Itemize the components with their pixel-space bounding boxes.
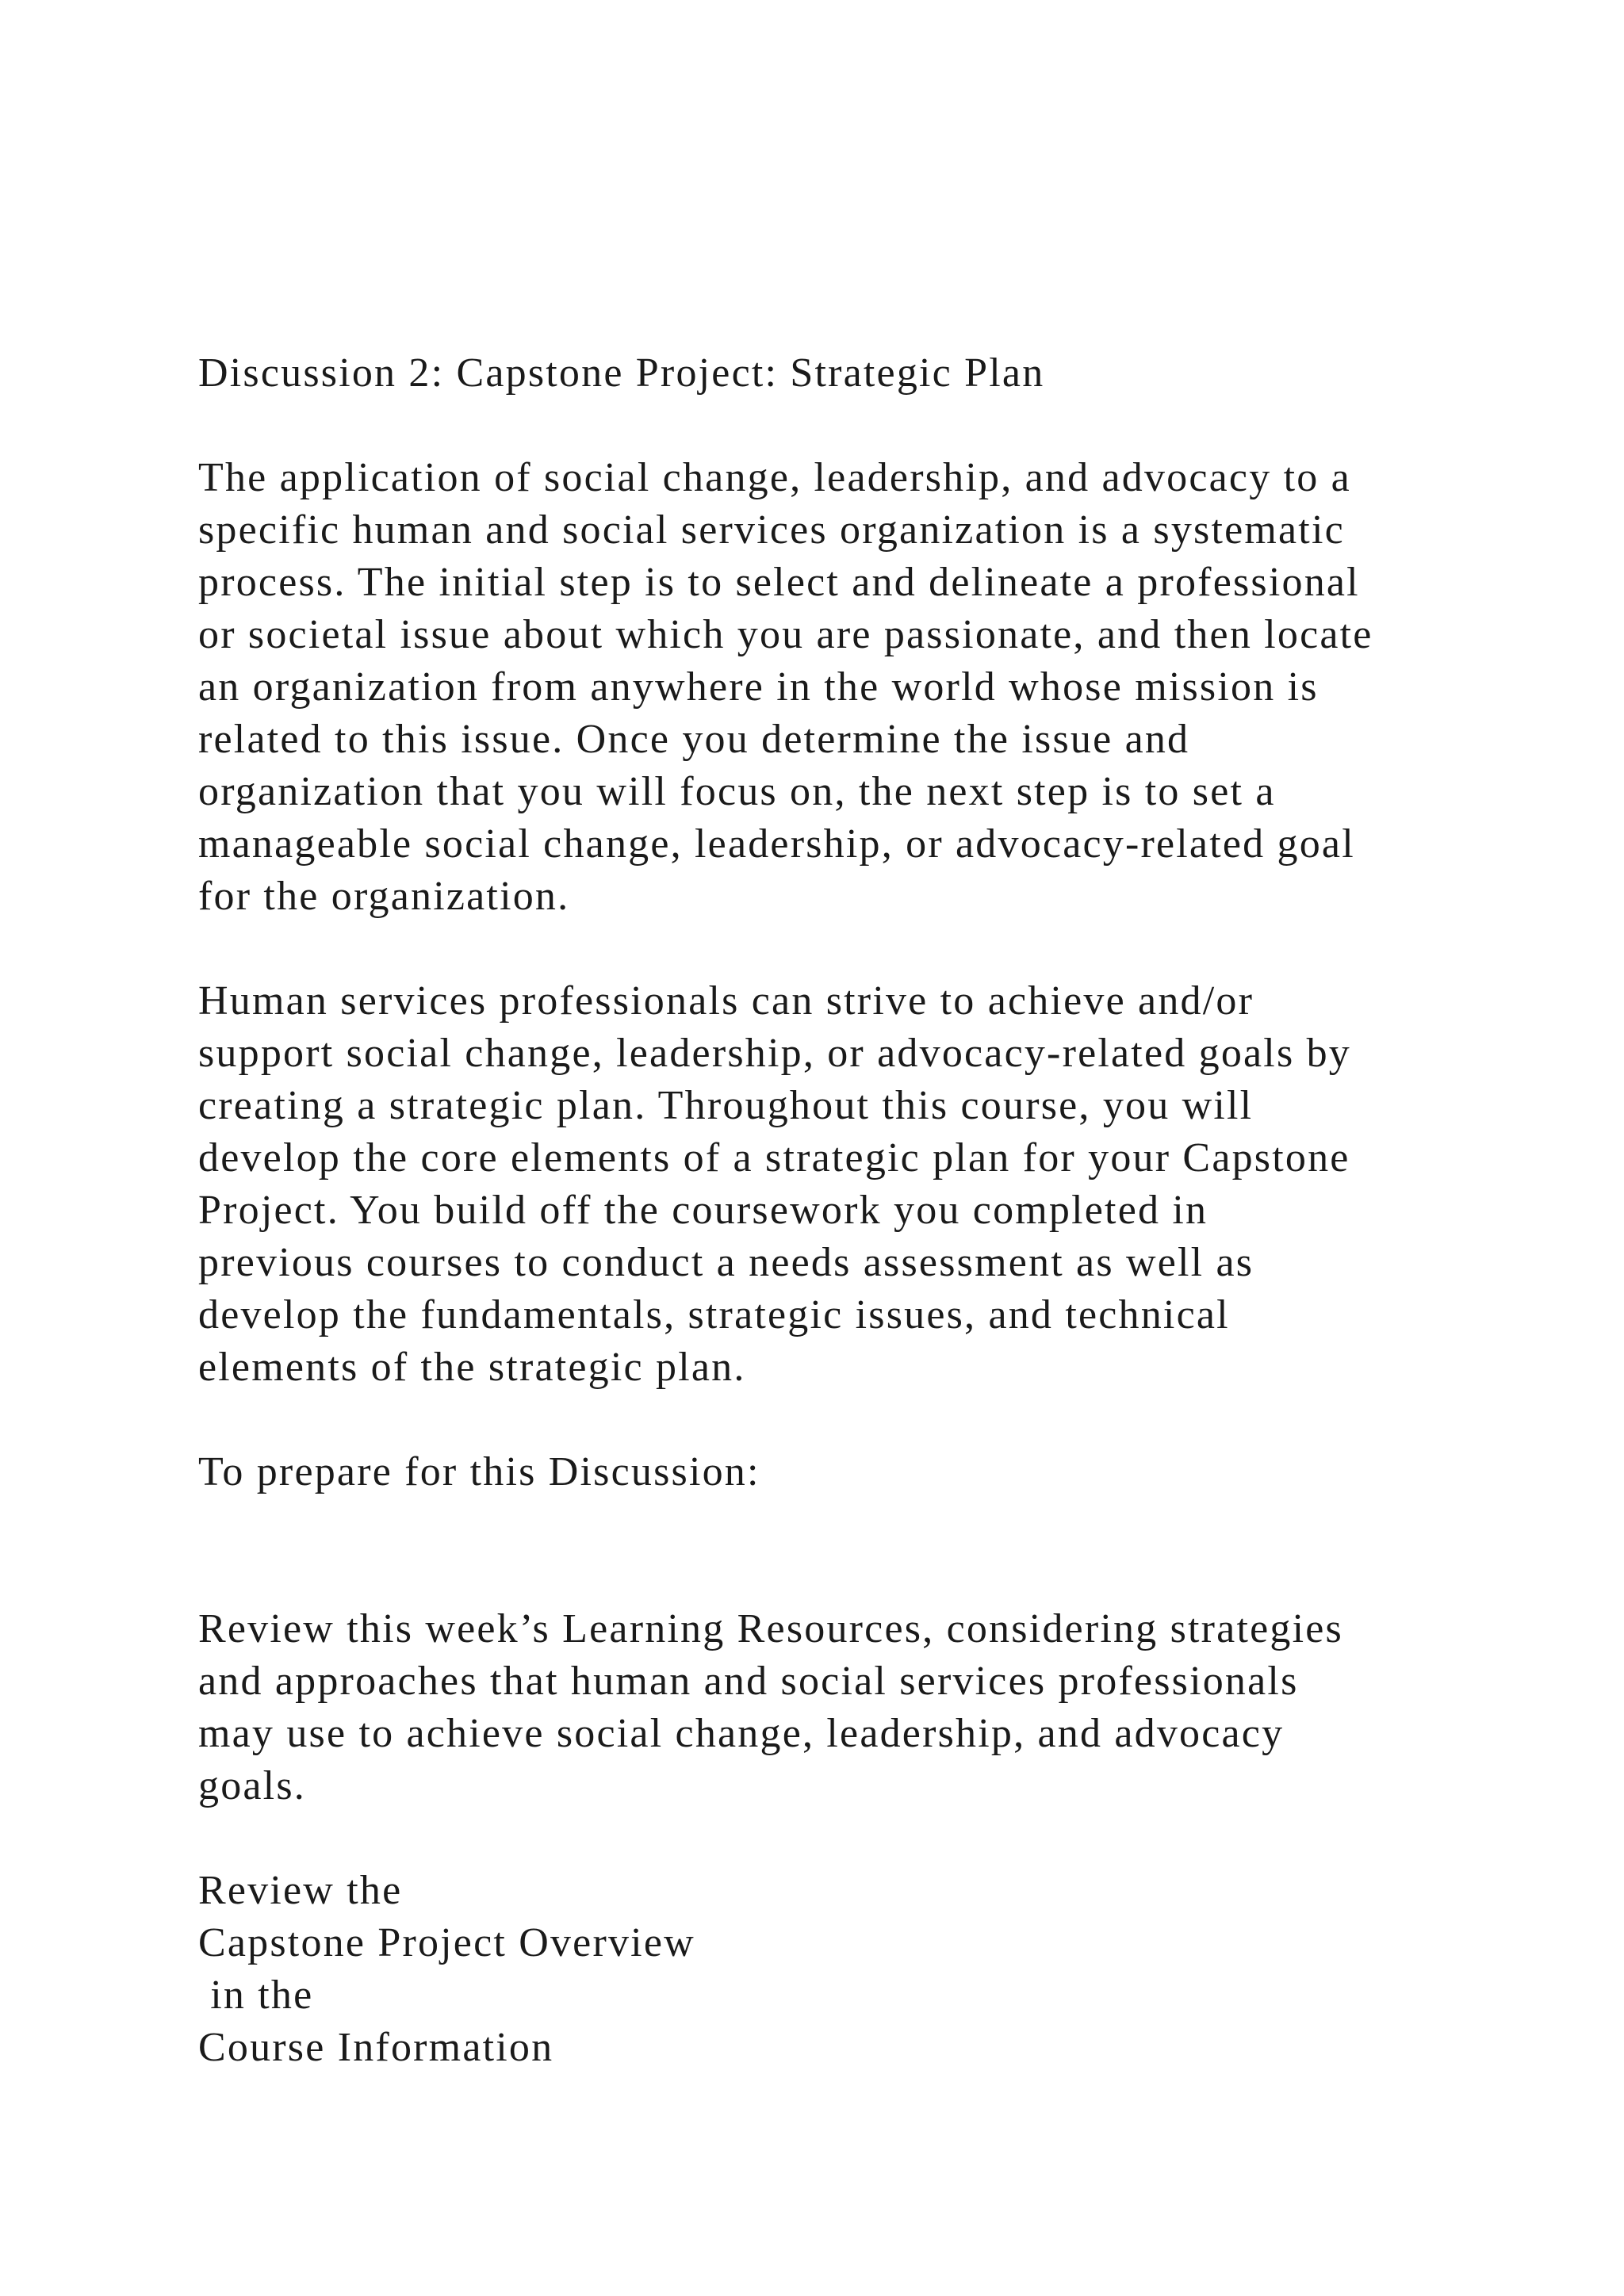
text-line: Project. You build off the coursework you completed in [198, 1188, 1208, 1233]
text-line: for the organization. [198, 874, 570, 919]
text-line: manageable social change, leadership, or advocacy-related goal [198, 821, 1355, 867]
prepare-heading: To prepare for this Discussion: [198, 1449, 760, 1494]
text-line: Review the [198, 1868, 403, 1913]
text-line: creating a strategic plan. Throughout this course, you will [198, 1083, 1254, 1128]
text-line: Human services professionals can strive to achieve and/or [198, 978, 1254, 1024]
paragraph-intro [198, 452, 1546, 923]
paragraph-review-resources [198, 1603, 1546, 1812]
text-line: Review this week’s Learning Resources, considering strategies [198, 1606, 1343, 1651]
text-line: process. The initial step is to select and delineate a professional [198, 560, 1360, 605]
text-line: organization that you will focus on, the next step is to set a [198, 769, 1276, 814]
text-line: or societal issue about which you are passionate, and then locate [198, 612, 1373, 657]
paragraph-gap [198, 1812, 1546, 1865]
text-line: and approaches that human and social services professionals [198, 1659, 1299, 1704]
text-line: related to this issue. Once you determine the issue and [198, 717, 1190, 762]
text-line: Capstone Project Overview [198, 1920, 695, 1965]
text-line: Course Information [198, 2025, 554, 2070]
document-body [198, 347, 1546, 2074]
document-title: Discussion 2: Capstone Project: Strategic Plan [198, 350, 1045, 396]
paragraph-gap [198, 923, 1546, 975]
text-line: support social change, leadership, or advocacy-related goals by [198, 1031, 1351, 1076]
paragraph-strategic-plan [198, 975, 1546, 1394]
text-line: develop the core elements of a strategic plan for your Capstone [198, 1135, 1350, 1181]
paragraph-gap [198, 1394, 1546, 1446]
text-line: may use to achieve social change, leadership, and advocacy [198, 1711, 1285, 1756]
paragraph-gap [198, 400, 1546, 452]
text-line: develop the fundamentals, strategic issues, and technical [198, 1292, 1230, 1337]
text-line: elements of the strategic plan. [198, 1345, 746, 1390]
text-line: specific human and social services organization is a systematic [198, 507, 1345, 553]
paragraph-review-overview [198, 1865, 1546, 2074]
text-line: previous courses to conduct a needs assessment as well as [198, 1240, 1254, 1285]
text-line: an organization from anywhere in the world whose mission is [198, 664, 1319, 710]
text-line: in the [198, 1973, 314, 2018]
text-line: The application of social change, leadership, and advocacy to a [198, 455, 1351, 500]
text-line: goals. [198, 1763, 306, 1808]
paragraph-gap [198, 1498, 1546, 1603]
